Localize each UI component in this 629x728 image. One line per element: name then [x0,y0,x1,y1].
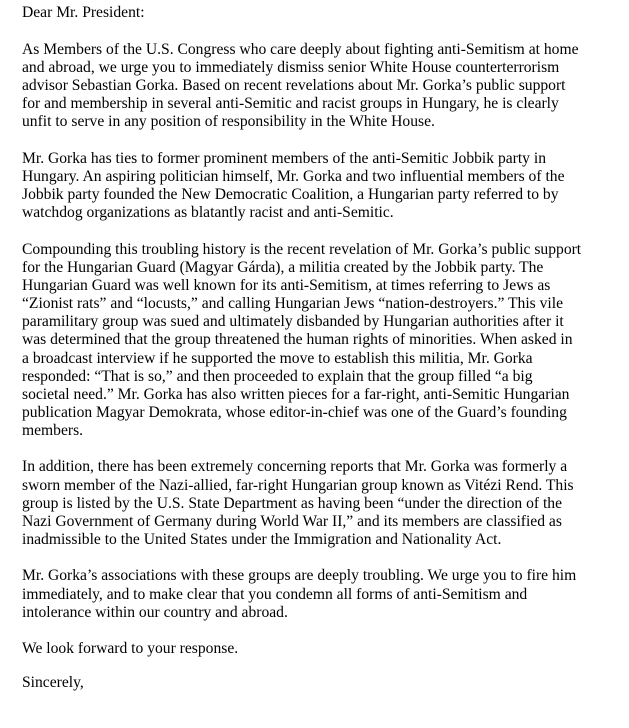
paragraph-line: Jobbik party founded the New Democratic Coalition, a Hungarian party referred to by [22,186,559,204]
paragraph-line: responded: “That is so,” and then proceeded to explain that the group filled “a big [22,367,533,385]
paragraph-line: was determined that the group threatened the human rights of minorities. When asked in [22,331,573,349]
paragraph-line: for and membership in several anti-Semitic and racist groups in Hungary, he is clearly [22,95,559,113]
paragraph-line: paramilitary group was sued and ultimately disbanded by Hungarian authorities after it [22,313,564,331]
paragraph-line: “Zionist rats” and “locusts,” and calling Hungarian Jews “nation-destroyers.” This vile [22,295,564,313]
paragraph-line: Hungary. An aspiring politician himself, Mr. Gorka and two influential members of the [22,168,565,186]
paragraph-line: immediately, and to make clear that you condemn all forms of anti-Semitism and [22,585,528,603]
paragraph-line: group is listed by the U.S. State Department as having been “under the direction of the [22,494,563,512]
paragraph-line: watchdog organizations as blatantly racist and anti-Semitic. [22,204,394,222]
paragraph-line: publication Magyar Demokrata, whose editor-in-chief was one of the Guard’s founding [22,403,567,421]
paragraph-line: Nazi Government of Germany during World War II,” and its members are classified as [22,512,562,530]
paragraph-line: members. [22,421,84,439]
paragraph-5 [22,567,617,621]
paragraph-line: and abroad, we urge you to immediately dismiss senior White House counterterrorism [22,59,560,77]
salutation: Dear Mr. President: [22,4,145,21]
paragraph-line: for the Hungarian Guard (Magyar Gárda), a militia created by the Jobbik party. The [22,259,544,277]
paragraph-1 [22,41,617,131]
signoff: Sincerely, [22,674,84,692]
paragraph-line: Mr. Gorka’s associations with these groups are deeply troubling. We urge you to fire him [22,567,577,585]
paragraph-line: societal need.” Mr. Gorka has also written pieces for a far-right, anti-Semitic Hungarian [22,385,570,403]
paragraph-line: sworn member of the Nazi-allied, far-right Hungarian group known as Vitézi Rend. This [22,476,574,494]
closing-line: We look forward to your response. [22,640,239,658]
paragraph-line: advisor Sebastian Gorka. Based on recent revelations about Mr. Gorka’s public support [22,77,566,95]
paragraph-line: intolerance within our country and abroad. [22,603,288,621]
paragraph-line: Mr. Gorka has ties to former prominent members of the anti-Semitic Jobbik party in [22,150,547,168]
paragraph-line: a broadcast interview if he supported the move to establish this militia, Mr. Gorka [22,349,533,367]
paragraph-3 [22,241,617,440]
paragraph-2 [22,150,617,222]
paragraph-line: As Members of the U.S. Congress who care deeply about fighting anti-Semitism at home [22,41,579,59]
paragraph-4 [22,458,617,548]
paragraph-line: In addition, there has been extremely concerning reports that Mr. Gorka was formerly a [22,458,568,476]
paragraph-line: Hungarian Guard was well known for its anti-Semitism, at times referring to Jews as [22,277,551,295]
paragraph-line: inadmissible to the United States under the Immigration and Nationality Act. [22,530,502,548]
paragraph-line: Compounding this troubling history is the recent revelation of Mr. Gorka’s public support [22,240,582,258]
paragraph-line: unfit to serve in any position of responsibility in the White House. [22,113,435,131]
